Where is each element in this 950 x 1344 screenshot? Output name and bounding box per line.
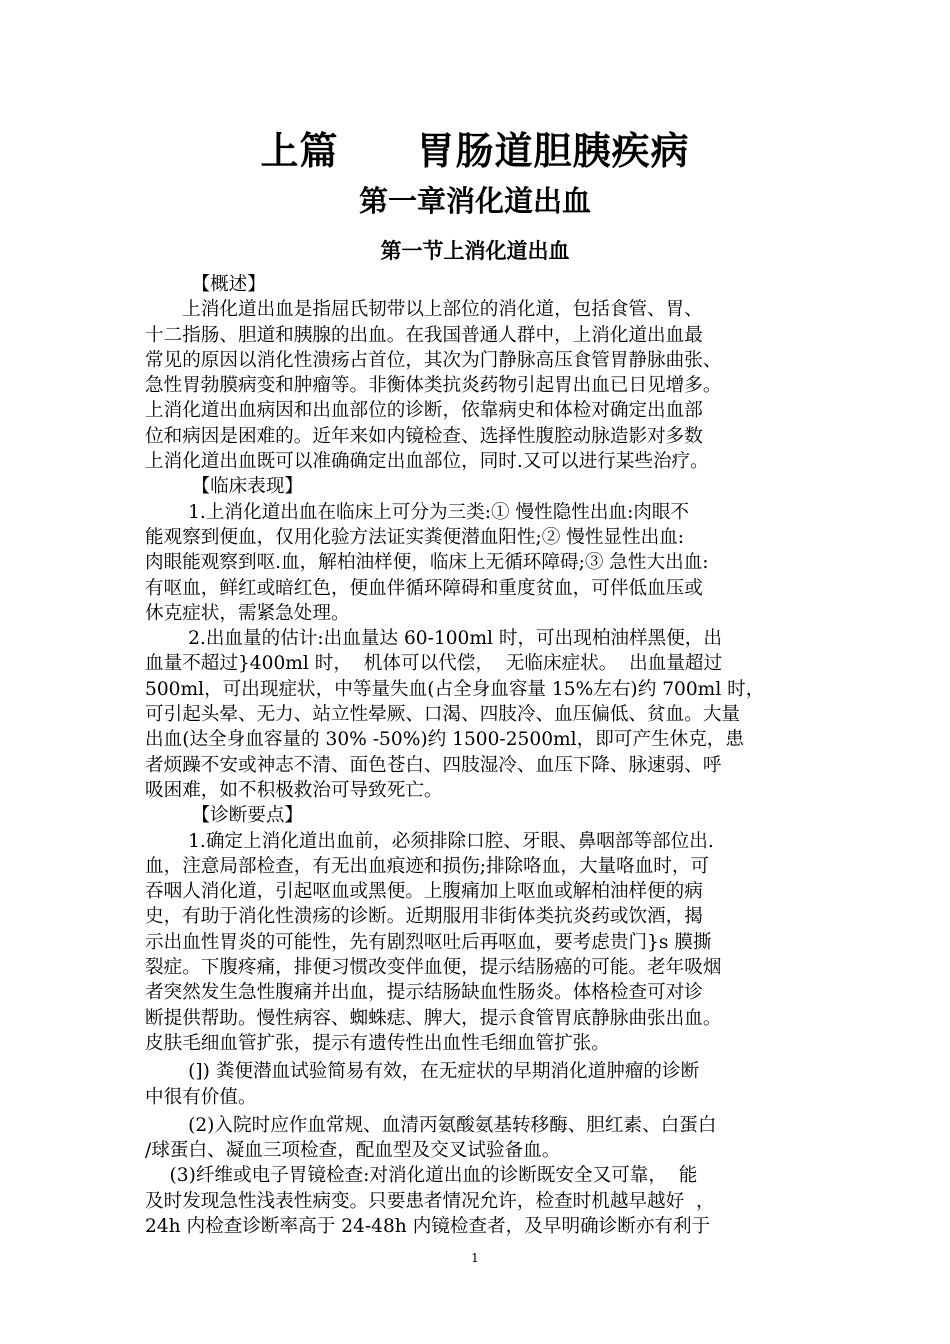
text-line: 断提供帮助。慢性病容、蜘蛛痣、脾大，提示食管胃底静脉曲张出血。 xyxy=(145,1007,722,1029)
text-line: 休克症状，需紧急处理。 xyxy=(145,602,350,624)
text-line: 上消化道出血病因和出血部位的诊断，依靠病史和体检对确定出血部 xyxy=(145,400,703,422)
text-line: (3)纤维或电子胃镜检查:对消化道出血的诊断既安全又可靠， 能 xyxy=(145,1165,698,1187)
text-line: 1.上消化道出血在临床上可分为三类:① 慢性隐性出血:肉眼不 xyxy=(145,501,690,523)
body-text xyxy=(145,272,813,1239)
text-line: 有呕血，鲜红或暗红色，便血伴循环障碍和重度贫血，可伴低血压或 xyxy=(145,577,703,599)
text-line: 及时发现急性浅表性病变。只要患者情况允许，检查时机越早越好 ， xyxy=(145,1190,715,1212)
text-line: 者烦躁不安或神志不清、面色苍白、四肢湿冷、血压下降、脉速弱、呼 xyxy=(145,754,722,776)
text-line: 出血(达全身血容量的 30% -50%)约 1500-2500ml，即可产生休克，患 xyxy=(145,729,744,751)
text-line: (2)入院时应作血常规、血清丙氨酸氨基转移酶、胆红素、白蛋白 xyxy=(145,1114,717,1136)
text-line: 位和病因是困难的。近年来如内镜检查、选择性腹腔动脉造影对多数 xyxy=(145,425,703,447)
part-title: 上篇 胃肠道胆胰疾病 xyxy=(260,129,690,173)
heading-overview: 【概述】 xyxy=(145,274,266,295)
text-line: 史，有助于消化性溃疡的诊断。近期服用非街体类抗炎药或饮酒，揭 xyxy=(145,906,703,928)
heading-diagnosis: 【诊断要点】 xyxy=(145,805,304,827)
text-line: 上消化道出血是指屈氏韧带以上部位的消化道，包括食管、胃、 xyxy=(145,299,703,321)
text-line: 常见的原因以消化性溃疡占首位，其次为门静脉高压食管胃静脉曲张、 xyxy=(145,349,722,371)
text-line: 十二指肠、胆道和胰腺的出血。在我国普通人群中，上消化道出血最 xyxy=(145,324,703,346)
text-line: 1.确定上消化道出血前，必须排除口腔、牙眼、鼻咽部等部位出. xyxy=(145,830,714,852)
text-line: 24h 内检查诊断率高于 24-48h 内镜检查者，及早明确诊断亦有利于 xyxy=(145,1215,711,1237)
text-line: 皮肤毛细血管扩张，提示有遗传性出血性毛细血管扩张。 xyxy=(145,1032,610,1054)
text-line: 肉眼能观察到呕.血，解柏油样便，临床上无循环障碍;③ 急性大出血: xyxy=(145,552,709,574)
text-line: 血量不超过}400ml 时， 机体可以代偿， 无临床症状。 出血量超过 xyxy=(145,653,723,675)
text-line: 血，注意局部检查，有无出血痕迹和损伤;排除咯血，大量咯血时，可 xyxy=(145,855,710,877)
text-line: (]) 粪便潜血试验简易有效，在无症状的早期消化道肿瘤的诊断 xyxy=(145,1061,700,1083)
text-line: 吸困难，如不积极救治可导致死亡。 xyxy=(145,779,443,801)
text-line: 中很有价值。 xyxy=(145,1086,257,1108)
heading-clinical: 【临床表现】 xyxy=(145,476,304,498)
text-line: /球蛋白、凝血三项检查，配血型及交叉试验备血。 xyxy=(145,1140,561,1162)
text-line: 2.出血量的估计:出血量达 60-100ml 时，可出现柏油样黑便，出 xyxy=(145,628,722,650)
text-line: 裂症。下腹疼痛，排便习惯改变伴血便，提示结肠癌的可能。老年吸烟 xyxy=(145,957,722,979)
section-title: 第一节上消化道出血 xyxy=(380,239,570,263)
text-line: 可引起头晕、无力、站立性晕厥、口渴、四肢冷、血压偏低、贫血。大量 xyxy=(145,704,741,726)
chapter-title: 第一章消化道出血 xyxy=(358,184,591,218)
text-line: 示出血性胃炎的可能性，先有剧烈呕吐后再呕血，要考虑贵门}s 膜撕 xyxy=(145,931,712,953)
page-number: 1 xyxy=(471,1251,479,1265)
text-line: 上消化道出血既可以准确确定出血部位，同时.又可以进行某些治疗。 xyxy=(145,451,709,473)
text-line: 500ml，可出现症状，中等量失血(占全身血容量 15%左右)约 700ml 时， xyxy=(145,678,765,700)
text-line: 能观察到便血，仅用化验方法证实粪便潜血阳性;② 慢性显性出血: xyxy=(145,526,685,548)
text-line: 急性胃勃膜病变和肿瘤等。非衡体类抗炎药物引起胃出血已日见增多。 xyxy=(145,375,722,397)
text-line: 者突然发生急性腹痛并出血，提示结肠缺血性肠炎。体格检查可对诊 xyxy=(145,982,703,1004)
text-line: 吞咽人消化道，引起呕血或黑便。上腹痛加上呕血或解柏油样便的病 xyxy=(145,881,703,903)
